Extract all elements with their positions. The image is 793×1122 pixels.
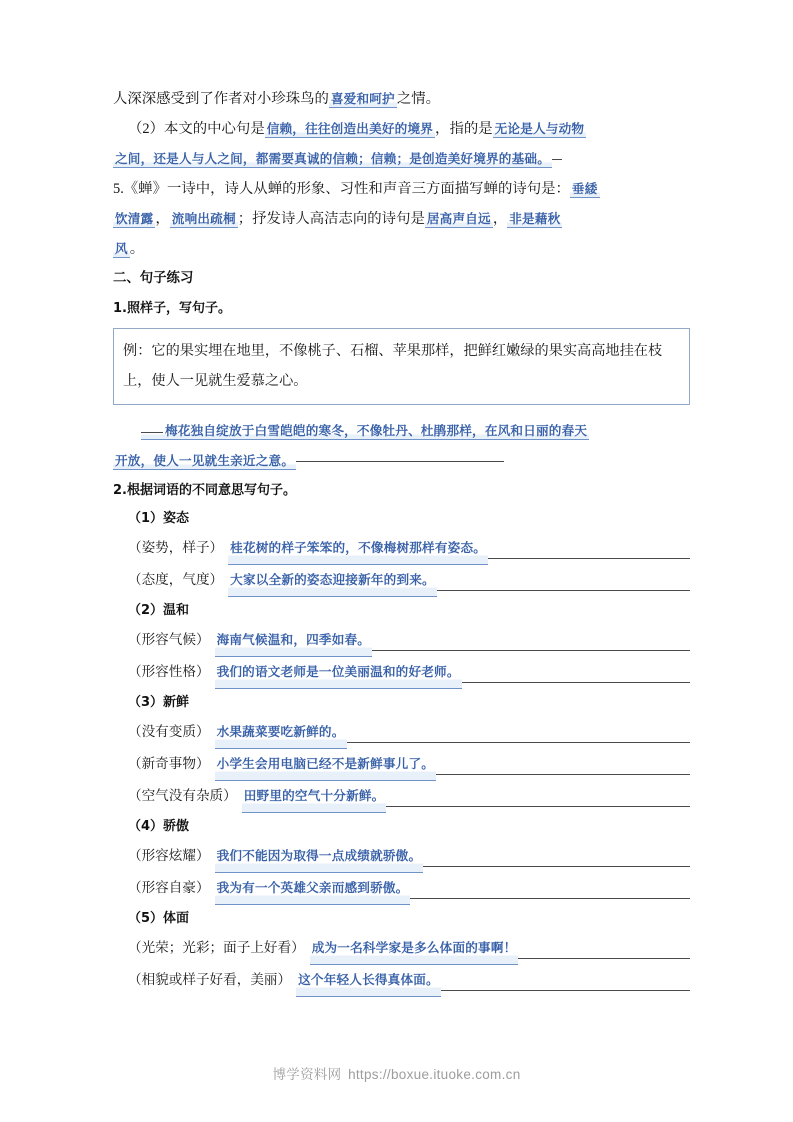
meaning-label: （形容炫耀） <box>128 848 210 863</box>
blank-rule <box>441 990 690 991</box>
blank-rule <box>488 558 690 559</box>
handwritten-answer: 成为一名科学家是多么体面的事啊！ <box>310 933 519 965</box>
word-item-heading: （1）姿态 <box>128 511 190 526</box>
blank-rule <box>437 590 690 591</box>
handwritten-answer: 之间，还是人与人之间，都需要真诚的信赖；信赖；是创造美好境界的基础。 <box>115 151 550 166</box>
blank-rule <box>386 806 690 807</box>
handwritten-answer: 田野里的空气十分新鲜。 <box>242 781 387 813</box>
handwritten-answer: 垂緌 <box>571 181 598 196</box>
blank-rule <box>423 866 690 867</box>
handwritten-answer: 桂花树的样子笨笨的，不像梅树那样有姿态。 <box>228 533 488 565</box>
answer-row <box>113 873 690 905</box>
blank-rule <box>552 159 562 160</box>
meaning-label: （姿势，样子） <box>128 540 224 555</box>
blank-rule <box>296 461 504 462</box>
blank-rule <box>518 958 690 959</box>
meaning-label: （新奇事物） <box>128 756 210 771</box>
answer-row <box>113 933 690 965</box>
answer-row <box>113 717 690 749</box>
meaning-label: （态度，气度） <box>128 572 224 587</box>
answer-row <box>113 781 690 813</box>
handwritten-answer: 开放，使人一见就生亲近之意。 <box>115 453 295 468</box>
question-1-text: 人深深感受到了作者对小珍珠鸟的 <box>113 91 329 107</box>
handwritten-answer: 我为有一个英雄父亲而感到骄傲。 <box>215 873 411 905</box>
example-text: 例：它的果实埋在地里，不像桃子、石榴、苹果那样，把鲜红嫩绿的果实高高地挂在枝上，使人一见就生爱慕之心。 <box>123 343 663 389</box>
meaning-label: （相貌或样子好看，美丽） <box>128 972 292 987</box>
handwritten-answer: 我们的语文老师是一位美丽温和的好老师。 <box>215 657 462 689</box>
answer-row <box>113 657 690 689</box>
blank-rule <box>436 774 690 775</box>
handwritten-answer: 风 <box>115 241 128 256</box>
word-item-heading: （5）体面 <box>128 911 190 926</box>
question-5-line-3 <box>113 234 690 264</box>
comma: ， <box>492 211 508 227</box>
question-5-prefix: 5.《蝉》一诗中，诗人从蝉的形象、习性和声音三方面描写蝉的诗句是： <box>113 181 570 197</box>
handwritten-answer: 小学生会用电脑已经不是新鲜事儿了。 <box>215 749 437 781</box>
question-5-line-1 <box>113 174 690 204</box>
meaning-label: （空气没有杂质） <box>128 788 237 803</box>
handwritten-answer: 水果蔬菜要吃新鲜的。 <box>215 717 347 749</box>
section-heading-2: 二、句子练习 <box>113 271 194 286</box>
handwritten-answer: 流响出疏桐 <box>171 211 236 226</box>
answer-row <box>113 533 690 565</box>
example-answer-line-1 <box>113 416 690 446</box>
word-item-heading: （3）新鲜 <box>128 695 190 710</box>
blank-rule <box>347 742 691 743</box>
handwritten-answer: 梅花独自绽放于白雪皑皑的寒冬，不像牡丹、杜鹃那样，在风和日丽的春天 <box>141 423 589 440</box>
handwritten-answer: 我们不能因为取得一点成绩就骄傲。 <box>215 841 424 873</box>
meaning-label: （没有变质） <box>128 724 210 739</box>
handwritten-answer: 这个年轻人长得真体面。 <box>296 965 441 997</box>
blank-rule <box>410 898 690 899</box>
handwritten-answer: 饮清露 <box>115 211 154 226</box>
question-2-prefix: （2）本文的中心句是 <box>128 121 265 137</box>
question-5-mid: ；抒发诗人高洁志向的诗句是 <box>237 211 425 227</box>
question-1-suffix: 之情。 <box>396 91 441 107</box>
blank-rule <box>462 682 690 683</box>
word-item-heading: （4）骄傲 <box>128 819 190 834</box>
example-answer-line-2 <box>113 446 690 476</box>
watermark-site-name: 博学资料网 <box>272 1067 342 1083</box>
handwritten-answer: 海南气候温和，四季如春。 <box>215 625 373 657</box>
word-item-heading: （2）温和 <box>128 603 190 618</box>
meaning-label: （形容气候） <box>128 632 210 647</box>
handwritten-answer: 信赖，往往创造出美好的境界 <box>266 121 434 136</box>
answer-row <box>113 841 690 873</box>
subsection-heading-2: 2.根据词语的不同意思写句子。 <box>113 483 296 498</box>
answer-row <box>113 625 690 657</box>
comma: ， <box>155 211 170 227</box>
handwritten-answer: 喜爱和呵护 <box>330 91 395 106</box>
watermark-url: https://boxue.ituoke.com.cn <box>348 1067 521 1082</box>
question-2-mid: ，指的是 <box>435 121 493 137</box>
handwritten-answer: 居高声自远 <box>426 211 491 226</box>
meaning-label: （形容性格） <box>128 664 210 679</box>
period: 。 <box>129 241 145 257</box>
answer-line-1 <box>113 84 690 114</box>
footer-watermark <box>0 1063 793 1083</box>
handwritten-answer: 大家以全新的姿态迎接新年的到来。 <box>228 565 437 597</box>
subsection-heading-1: 1.照样子，写句子。 <box>113 301 231 316</box>
handwritten-answer: 非是藉秋 <box>509 211 561 226</box>
question-2-line-2 <box>113 144 690 174</box>
answer-row <box>113 565 690 597</box>
handwritten-answer: 无论是人与动物 <box>494 121 585 136</box>
meaning-label: （形容自豪） <box>128 880 210 895</box>
meaning-label: （光荣；光彩；面子上好看） <box>128 940 305 955</box>
answer-row <box>113 749 690 781</box>
blank-rule <box>372 650 690 651</box>
question-5-line-2 <box>113 204 690 234</box>
example-box <box>113 328 690 405</box>
question-2-line-1 <box>113 114 690 144</box>
answer-row <box>113 965 690 997</box>
